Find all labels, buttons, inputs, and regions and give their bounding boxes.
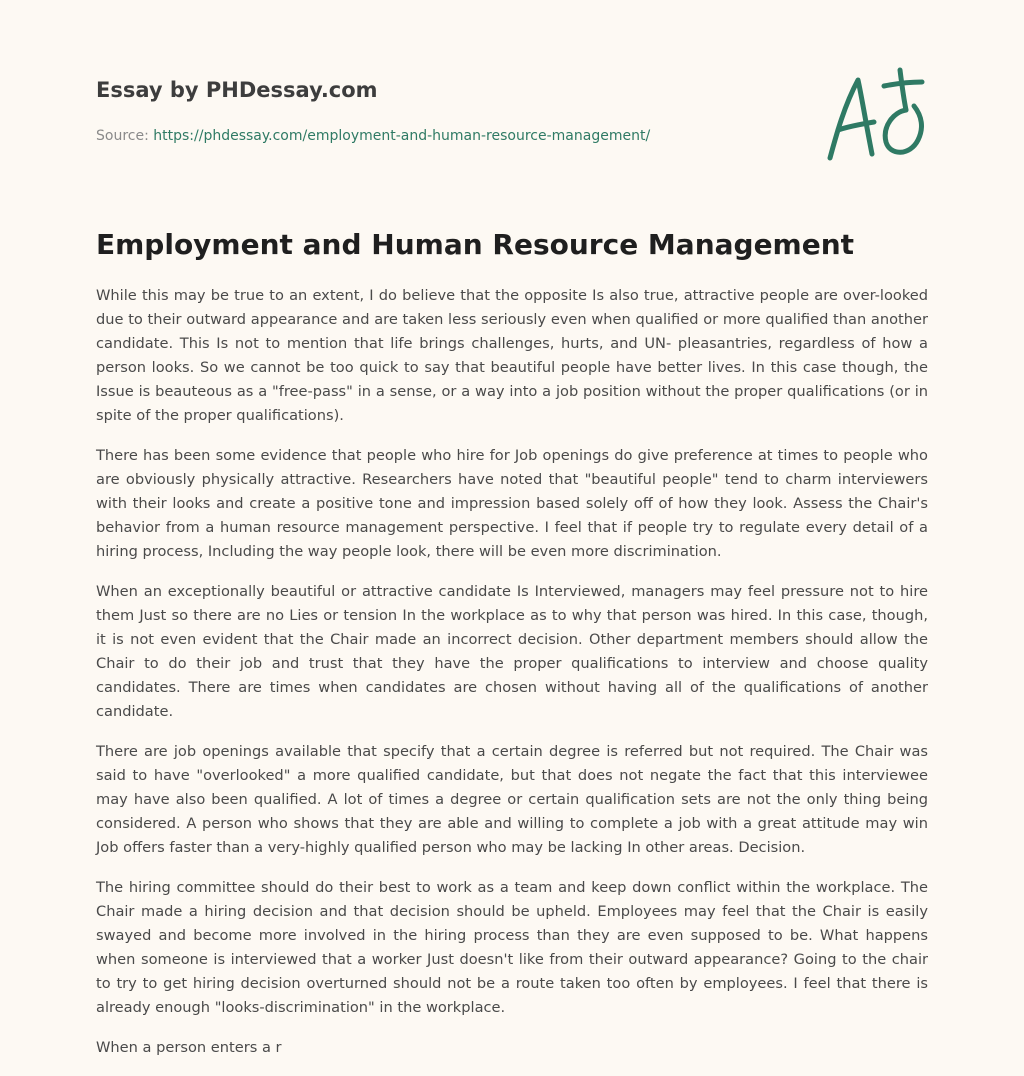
paragraph: There are job openings available that specify that a certain degree is referred but not required. The Chair was said to have "overlooked" a more qualified candidate, but that does not negate the fact that this interviewee may have also been qualified. A lot of times a degree or certain qualification sets are not the only thing being considered. A person who shows that they are able and willing to complete a job with a great attitude may win Job offers faster than a very-highly qualified person who may be lacking In other areas. Decision. — [96, 743, 928, 856]
essay-title: Employment and Human Resource Management — [96, 228, 855, 261]
paragraph-truncated: When a person enters a r — [96, 1039, 282, 1056]
paragraph: While this may be true to an extent, I do believe that the opposite Is also true, attractive people are over-looked due to their outward appearance and are taken less seriously even when qualified or more qualified than another candidate. This Is not to mention that life brings challenges, hurts, and UN- pleasantries, regardless of how a person looks. So we cannot be too quick to say that beautiful people have better lives. In this case though, the Issue is beauteous as a "free-pass" in a sense, or a way into a job position without the proper qualifications (or in spite of the proper qualifications). — [96, 287, 928, 424]
paragraph: The hiring committee should do their best to work as a team and keep down conflict within the workplace. The Chair made a hiring decision and that decision should be upheld. Employees may feel that the Chair is easily swayed and become more involved in the hiring process than they are even supposed to be. What happens when someone is interviewed that a worker Just doesn't like from their outward appearance? Going to the chair to try to get hiring decision overturned should not be a route taken too often by employees. I feel that there is already enough "looks-discrimination" in the workplace. — [96, 879, 928, 1016]
paragraph: There has been some evidence that people who hire for Job openings do give preference at times to people who are obviously physically attractive. Researchers have noted that "beautiful people" tend to charm interviewers with their looks and create a positive tone and impression based solely off of how they look. Assess the Chair's behavior from a human resource management perspective. I feel that if people try to regulate every detail of a hiring process, Including the way people look, there will be even more discrimination. — [96, 447, 928, 560]
essay-header — [96, 76, 796, 146]
a-plus-logo-icon — [822, 66, 930, 166]
paragraph: When an exceptionally beautiful or attractive candidate Is Interviewed, managers may feel pressure not to hire them Just so there are no Lies or tension In the workplace as to why that person was hired. In this case, though, it is not even evident that the Chair made an incorrect decision. Other department members should allow the Chair to do their job and trust that they have the proper qualifications to interview and choose quality candidates. There are times when candidates are chosen without having all of the qualifications of another candidate. — [96, 583, 928, 720]
source-link[interactable]: https://phdessay.com/employment-and-human-resource-management/ — [153, 128, 651, 144]
site-brand: Essay by PHDessay.com — [96, 78, 378, 102]
essay-body — [96, 284, 928, 1076]
source-line — [96, 126, 796, 146]
source-label: Source: — [96, 128, 154, 144]
